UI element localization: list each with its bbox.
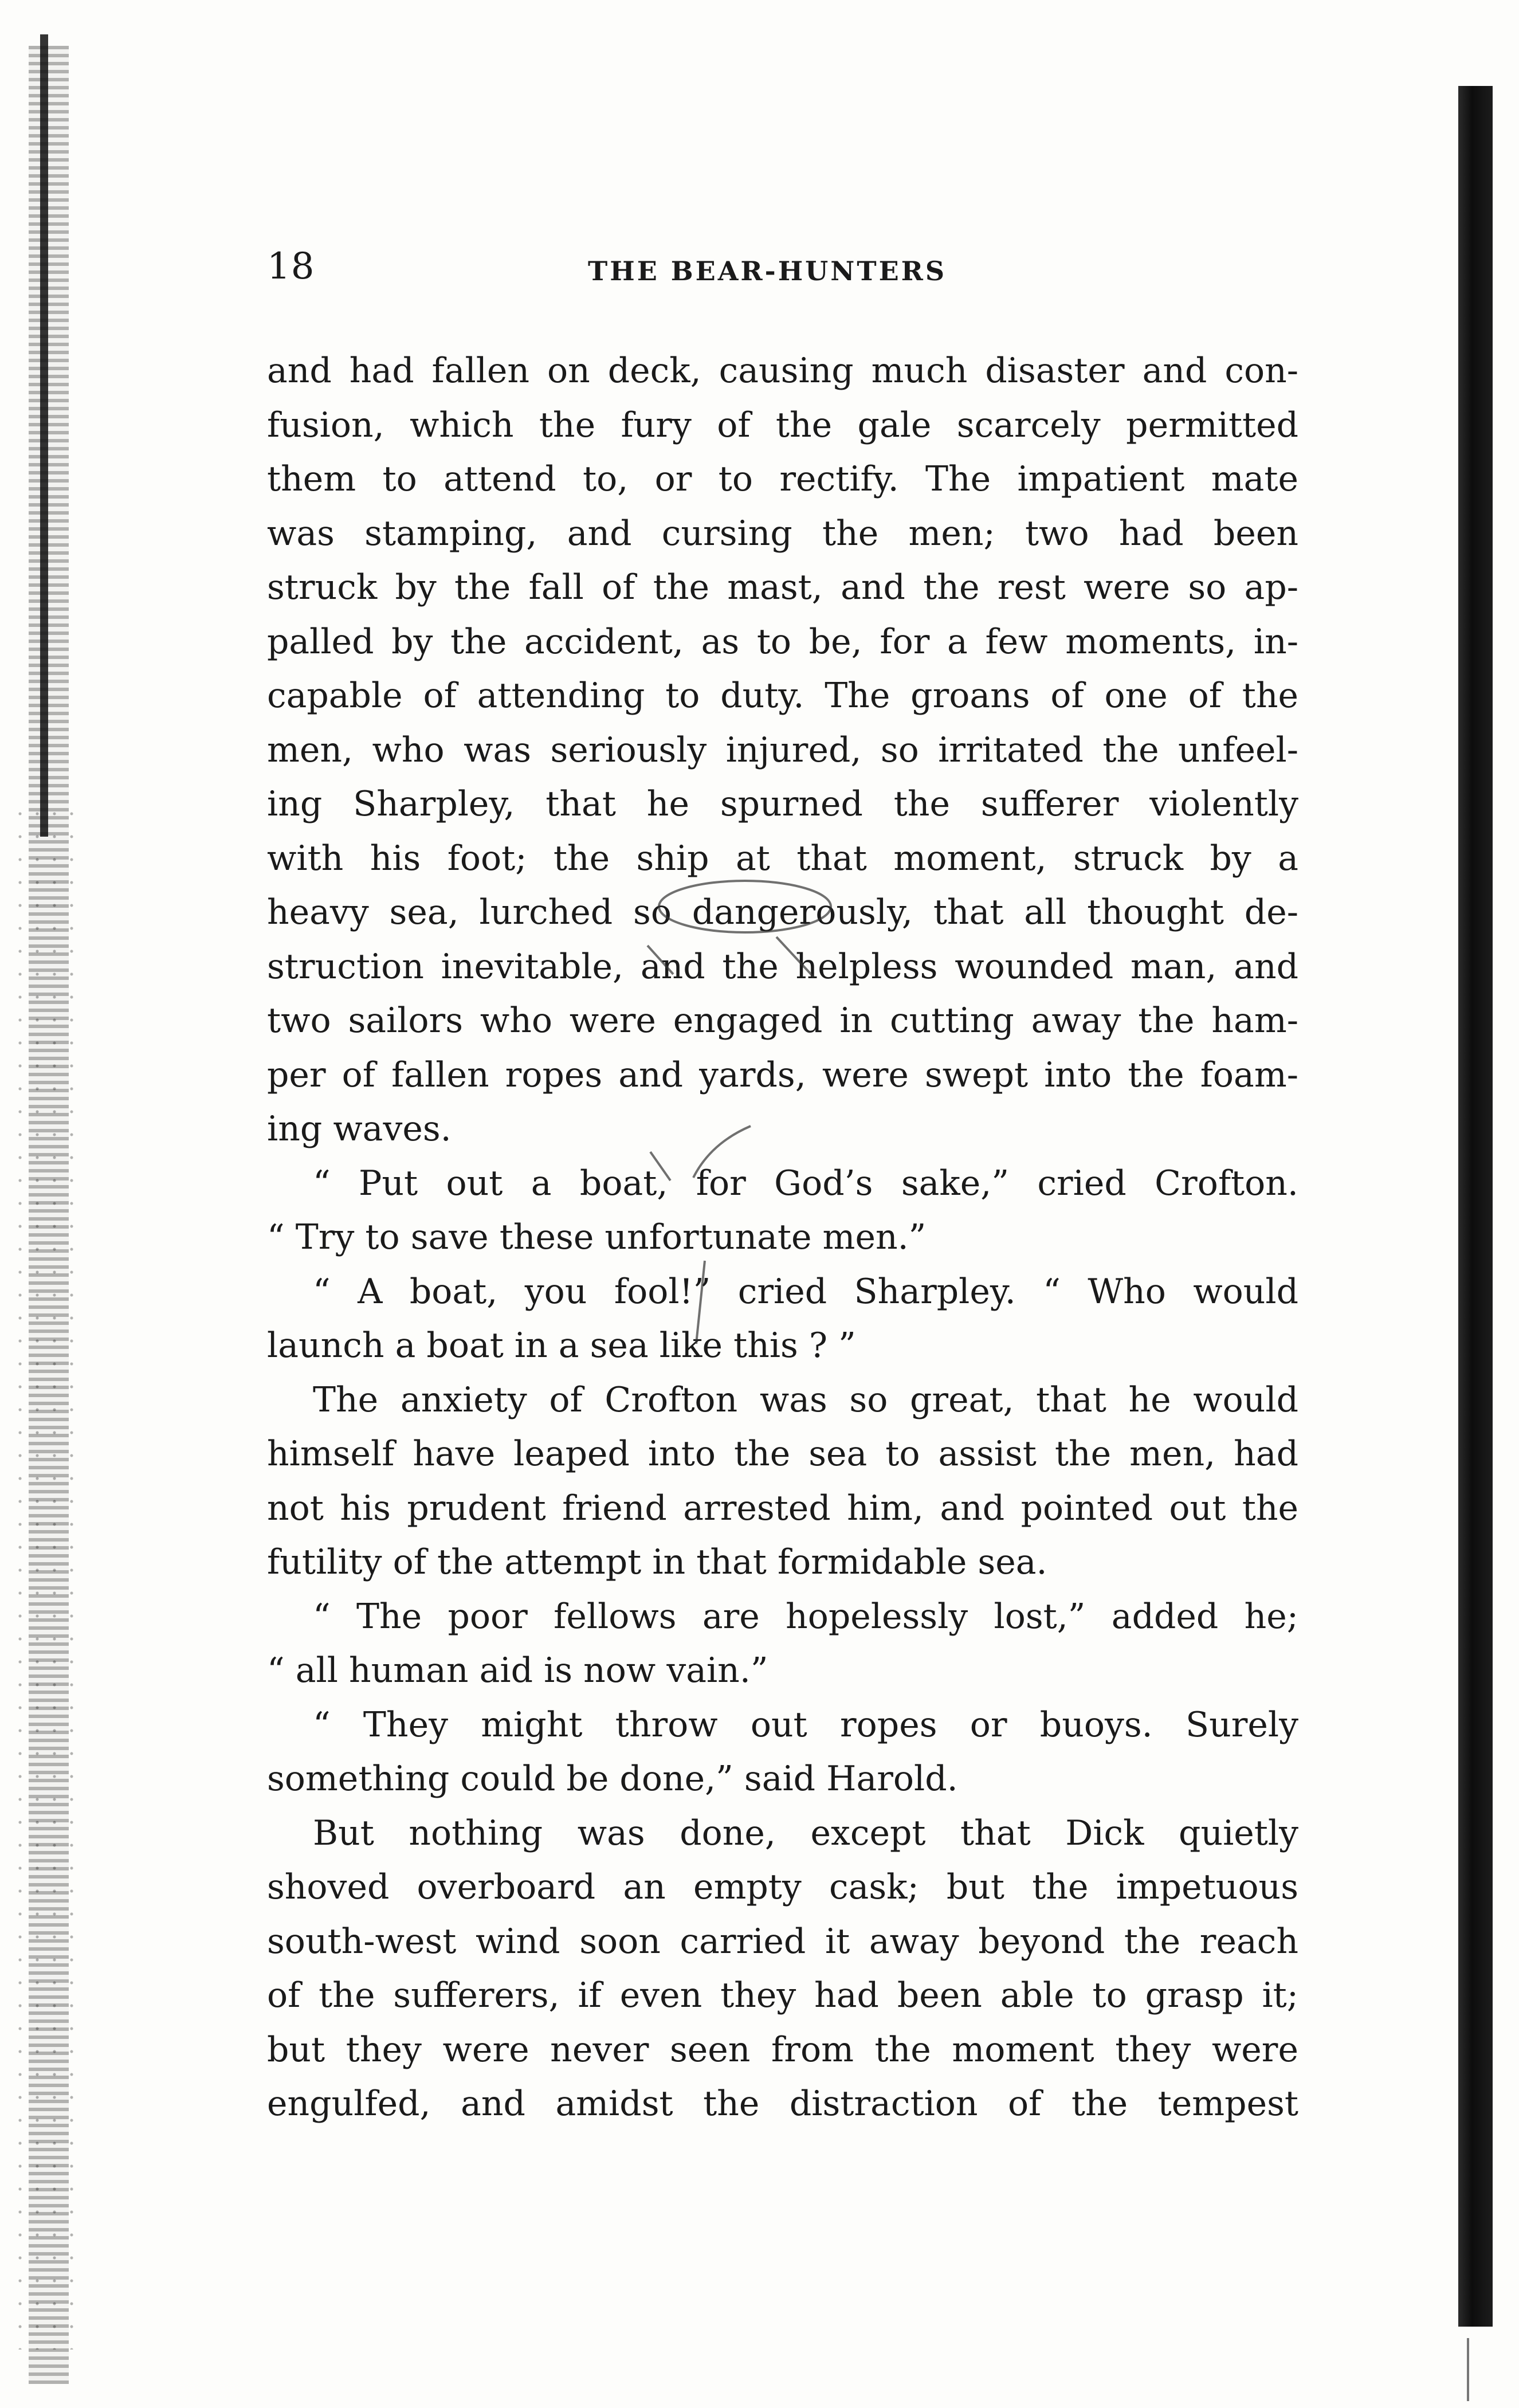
text-line: per of fallen ropes and yards, were swept into the foam- <box>267 1054 1298 1095</box>
scan-edge-mark <box>1467 2338 1469 2401</box>
text-line: “ A boat, you fool!” cried Sharpley. “ Who would <box>313 1271 1298 1312</box>
text-line: futility of the attempt in that formidable sea. <box>267 1542 1047 1582</box>
text-line: south-west wind soon carried it away beyond the reach <box>267 1921 1298 1962</box>
text-line: launch a boat in a sea like this ? ” <box>267 1325 856 1366</box>
text-line: “ The poor fellows are hopelessly lost,” added he; <box>313 1596 1298 1637</box>
binding-shadow-left <box>40 34 48 837</box>
text-line: and had fallen on deck, causing much disaster and con- <box>267 351 1298 391</box>
text-line: two sailors who were engaged in cutting away the ham- <box>267 1001 1298 1041</box>
text-line: struck by the fall of the mast, and the rest were so ap- <box>267 567 1298 607</box>
text-line: himself have leaped into the sea to assist the men, had <box>267 1434 1298 1474</box>
text-line: fusion, which the fury of the gale scarcely permitted <box>267 405 1298 445</box>
text-line: ing Sharpley, that he spurned the sufferer violently <box>267 784 1298 824</box>
text-line: engulfed, and amidst the distraction of the tempest <box>267 2084 1298 2124</box>
text-line: palled by the accident, as to be, for a few moments, in- <box>267 621 1298 662</box>
text-line: with his foot; the ship at that moment, struck by a <box>267 838 1298 879</box>
text-line: men, who was seriously injured, so irritated the unfeel- <box>267 730 1298 770</box>
text-line: them to attend to, or to rectify. The impatient mate <box>267 459 1298 499</box>
page-header <box>267 241 1298 292</box>
text-line: not his prudent friend arrested him, and pointed out the <box>267 1488 1298 1528</box>
page-number: 18 <box>267 245 315 288</box>
text-line: “ They might throw out ropes or buoys. Surely <box>313 1704 1298 1745</box>
text-line: but they were never seen from the moment they were <box>267 2029 1298 2070</box>
scan-edge-right <box>1458 86 1493 2327</box>
text-line: of the sufferers, if even they had been able to grasp it; <box>267 1975 1298 2015</box>
scan-noise-left <box>11 802 80 2350</box>
text-line: shoved overboard an empty cask; but the impetuous <box>267 1867 1298 1907</box>
text-line: “ Put out a boat, for God’s sake,” cried Crofton. <box>313 1163 1298 1203</box>
running-head: THE BEAR-HUNTERS <box>588 256 947 287</box>
text-line: heavy sea, lurched so dangerously, that all thought de- <box>267 892 1298 932</box>
text-line: was stamping, and cursing the men; two had been <box>267 513 1298 554</box>
text-line: But nothing was done, except that Dick quietly <box>313 1813 1298 1853</box>
text-line: something could be done,” said Harold. <box>267 1759 958 1799</box>
text-line: ing waves. <box>267 1109 452 1149</box>
text-line: The anxiety of Crofton was so great, that he would <box>313 1379 1298 1420</box>
text-line: “ Try to save these unfortunate men.” <box>267 1217 927 1257</box>
body-text <box>267 344 1298 2131</box>
text-line: “ all human aid is now vain.” <box>267 1650 768 1691</box>
text-line: capable of attending to duty. The groans of one of the <box>267 676 1298 716</box>
text-line: struction inevitable, and the helpless wounded man, and <box>267 946 1298 987</box>
